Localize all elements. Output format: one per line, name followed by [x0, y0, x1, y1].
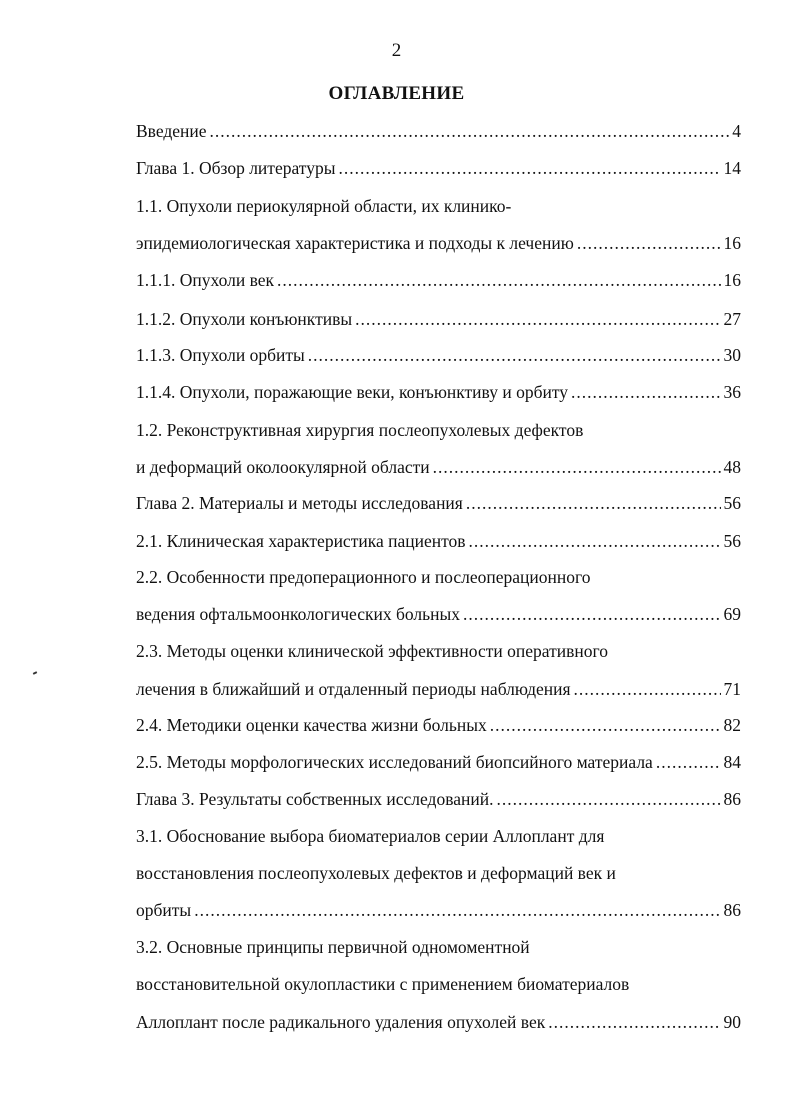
toc-entry-label: ведения офтальмоонкологических больных [136, 604, 460, 624]
toc-entry-label: Аллоплант после радикального удаления опухолей век [136, 1012, 546, 1032]
dot-leader [308, 343, 721, 367]
scan-speck [33, 671, 37, 675]
toc-entry-page: 82 [723, 715, 741, 735]
toc-entry-page: 14 [723, 158, 741, 178]
toc-entry-label: Глава 3. Результаты собственных исследований. [136, 789, 494, 809]
page-number: 2 [391, 40, 402, 61]
toc-entry-label: орбиты [136, 900, 192, 920]
toc-entry-label: и деформаций околоокулярной области [136, 457, 430, 477]
toc-entry-page: 4 [732, 121, 741, 141]
toc-entry-page: 71 [723, 679, 741, 699]
dot-leader [277, 268, 720, 292]
toc-entry [136, 713, 741, 737]
toc-entry-page: 16 [723, 270, 741, 290]
toc-entry-page: 36 [723, 382, 741, 402]
dot-leader [210, 119, 730, 143]
toc-entry [136, 455, 741, 479]
dot-leader [194, 898, 720, 922]
dot-leader [463, 602, 721, 626]
dot-leader [338, 156, 720, 180]
dot-leader [656, 750, 721, 774]
toc-entry [136, 529, 741, 553]
toc-entry [136, 677, 741, 701]
toc-entry [136, 787, 741, 811]
toc-entry-page: 56 [723, 493, 741, 513]
toc-entry-label: 1.1.2. Опухоли конъюнктивы [136, 309, 353, 329]
toc-entry-label: 2.4. Методики оценки качества жизни больных [136, 715, 487, 735]
toc-entry-page: 27 [723, 309, 741, 329]
toc-entry [136, 491, 741, 515]
toc-entry-label: 2.5. Методы морфологических исследований биопсийного материала [136, 752, 653, 772]
toc-entry-page: 48 [723, 457, 741, 477]
toc-entry-line: 1.2. Реконструктивная хирургия послеопухолевых дефектов [136, 420, 584, 440]
toc-entry-label: 1.1.3. Опухоли орбиты [136, 345, 305, 365]
toc-entry-label: Глава 1. Обзор литературы [136, 158, 336, 178]
toc-entry-page: 30 [723, 345, 741, 365]
toc-entry-label: 2.1. Клиническая характеристика пациентов [136, 531, 466, 551]
toc-entry-line: 2.2. Особенности предоперационного и послеоперационного [136, 567, 591, 587]
toc-entry [136, 1010, 741, 1034]
toc-entry-label: Глава 2. Материалы и методы исследования [136, 493, 463, 513]
toc-entry-line: 3.2. Основные принципы первичной одномоментной [136, 937, 530, 957]
toc-entry-page: 90 [723, 1012, 741, 1032]
toc-entry [136, 119, 741, 143]
dot-leader [433, 455, 721, 479]
toc-entry-label: 1.1.4. Опухоли, поражающие веки, конъюнктиву и орбиту [136, 382, 569, 402]
dot-leader [355, 307, 720, 331]
dot-leader [571, 380, 720, 404]
toc-entry-label: 1.1.1. Опухоли век [136, 270, 275, 290]
toc-entry-page: 69 [723, 604, 741, 624]
dot-leader [574, 677, 721, 701]
toc-entry-line: восстановления послеопухолевых дефектов и деформаций век и [136, 863, 616, 883]
toc-entry [136, 380, 741, 404]
dot-leader [490, 713, 721, 737]
toc-entry-page: 84 [723, 752, 741, 772]
dot-leader [548, 1010, 720, 1034]
toc-entry-line: 2.3. Методы оценки клинической эффективности оперативного [136, 641, 608, 661]
toc-entry-line: 1.1. Опухоли периокулярной области, их клинико- [136, 196, 512, 216]
dot-leader [469, 529, 721, 553]
toc-entry [136, 307, 741, 331]
toc-entry-label: лечения в ближайший и отдаленный периоды наблюдения [136, 679, 571, 699]
toc-entry [136, 898, 741, 922]
toc-entry-page: 16 [723, 233, 741, 253]
toc-entry [136, 750, 741, 774]
toc-entry-line: 3.1. Обоснование выбора биоматериалов серии Аллоплант для [136, 826, 605, 846]
toc-entry [136, 602, 741, 626]
toc-entry [136, 231, 741, 255]
dot-leader [466, 491, 721, 515]
toc-entry-line: восстановительной окулопластики с применением биоматериалов [136, 974, 630, 994]
toc-entry [136, 156, 741, 180]
toc-title: ОГЛАВЛЕНИЕ [328, 83, 465, 104]
dot-leader [496, 787, 720, 811]
toc-entry-page: 56 [723, 531, 741, 551]
dot-leader [577, 231, 721, 255]
toc-entry [136, 268, 741, 292]
toc-entry-page: 86 [723, 789, 741, 809]
toc-entry-page: 86 [723, 900, 741, 920]
toc-entry-label: Введение [136, 121, 207, 141]
toc-entry [136, 343, 741, 367]
table-of-contents [136, 0, 741, 1114]
toc-entry-label: эпидемиологическая характеристика и подходы к лечению [136, 233, 574, 253]
